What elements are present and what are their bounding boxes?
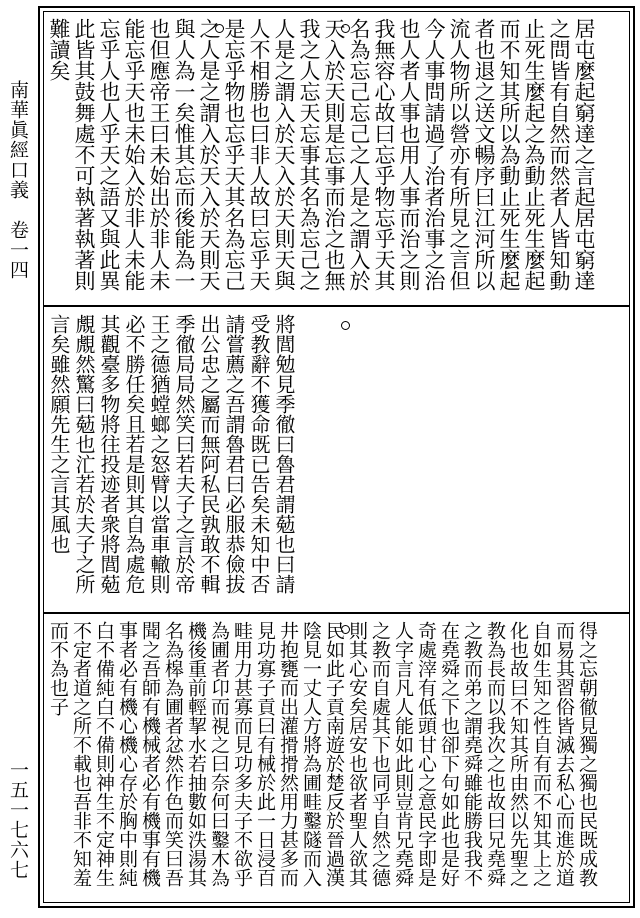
page-number: 一五一七六七 [7, 760, 29, 880]
column-text: 將閭勉見季徹曰魯君謂葂也曰請受教辭不獲命既已告矣未知中否請嘗薦之吾謂魯君曰必服恭儉拔出公忠之屬而無阿私民孰敢不輯季徹局局然笑曰若夫子之言於帝王之德猶螳螂之怒臂以當車轍則必不勝任矣且若是則其自為處危其觀臺多物將往投迹者衆將閭葂覤覤然驚曰葂也汒若於夫子之所言矣雖然願先生之言其風也 [47, 314, 296, 594]
text-panel-top [46, 14, 626, 303]
text-panel-bottom [46, 617, 626, 901]
column-text: 得之忘朝徹見獨之獨也民既成教而易其習俗皆滅去私心而進於道自如生知之性自有而不知其上之化也故曰不知其所由然以先聖之教為長而以我次之也故曰兄堯舜之教而弟之謂堯舜雖能勝我我不在堯舜之下也卻下句如此也是好奇處滓有低頭甘心之意民字即是人字言凡人能如此則豈肯兄堯舜之教而自處其下也同乎自然之德則其心安矣居安也欲者聖人欲其民如此子貢南遊於楚反於晉過漢陰見一丈人方將為圃畦鑿隧而入井抱甕而出灌搰搰然用力甚多而見功寡子貢曰有械於此一日浸百畦用力甚寡而見功多夫子不欲乎為圃者卬而視之曰奈何曰鑿木為機後重前輕挈水若抽數如泆湯其名為槔為圃者忿然作色而笑曰吾聞之吾師有機械者必有機事有機事者必有機心機心存於胸中則純白不備純白不備則神生不定神生不定者道之所不載也吾非不知羞而不為也子 [47, 621, 598, 887]
paragraph-circle-marker [341, 625, 350, 634]
text-panel-middle [46, 310, 626, 610]
column-text: 居屯麼起窮達之言起居屯窮達之問皆有自然而然者人皆知動止死生麼起之為動止死生麼起而不知其所以為動止死生麼起者也退之送文暢序曰江河所以流人物所以營亦有所見之言但今人事問請過了治者治事之治也人者人事也用人事而治之則我無容心故曰忘乎物忘乎天其名為忘己忘己之人是之謂入於天入於天則是忘事而治之也無我之人忘天忘事其名為忘己之人是之謂入於天入於天則天與人不相勝也曰非人故曰忘乎天是忘乎物也忘乎天其名為忘己之人是之謂入於天入於天則天與人為一矣惟其忘而後能為一也但應帝王曰未始出於非人未能忘乎天也未始入於非人未能忘乎人也人乎天之語又與此異此皆其鼓舞處不可執著執著則難讀矣 [47, 18, 596, 291]
section-divider [43, 305, 630, 307]
paragraph-circle-marker [341, 321, 350, 330]
section-divider [43, 612, 630, 614]
book-title: 南華眞經口義 卷一四 [7, 80, 29, 280]
paragraph-circle-marker [341, 24, 350, 33]
paragraph-circle-marker [215, 24, 224, 33]
